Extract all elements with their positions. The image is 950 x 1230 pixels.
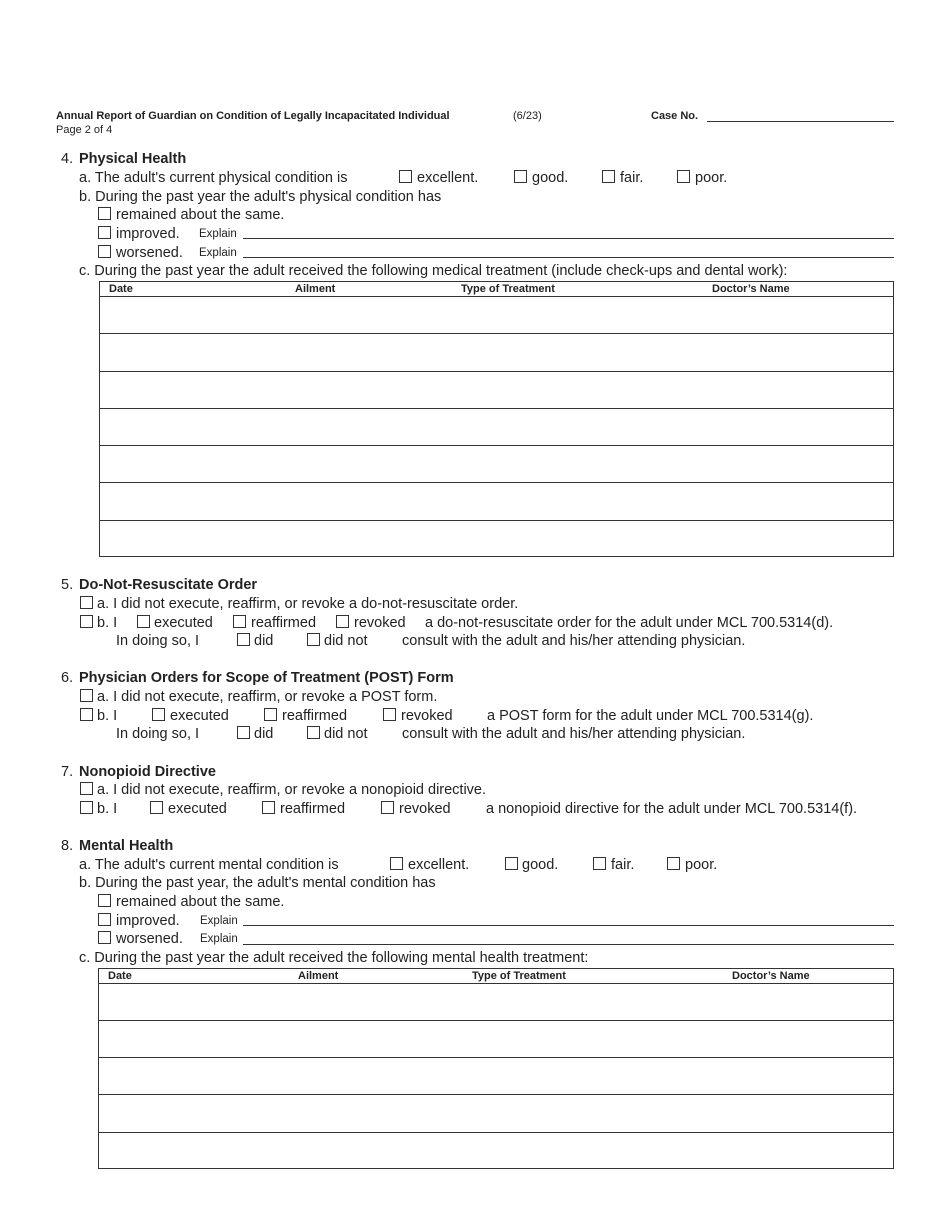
s6-title: Physician Orders for Scope of Treatment (POST) Form — [79, 670, 454, 686]
s8-worsened-explain-label: Explain — [200, 933, 238, 945]
s8-poor-checkbox[interactable] — [667, 857, 680, 870]
s8-worsened-explain-field[interactable] — [243, 944, 894, 945]
s6-a-text: a. I did not execute, reaffirm, or revoke a POST form. — [97, 689, 438, 705]
s4-number: 4. — [61, 151, 74, 167]
s5-revoked-label: revoked — [354, 615, 406, 631]
table-row[interactable] — [99, 1057, 893, 1058]
s7-executed-checkbox[interactable] — [150, 801, 163, 814]
s4-excellent-label: excellent. — [417, 170, 479, 186]
s7-reaffirmed-label: reaffirmed — [280, 801, 346, 817]
s7-revoked-checkbox[interactable] — [381, 801, 394, 814]
s5-revoked-checkbox[interactable] — [336, 615, 349, 628]
s8-fair-checkbox[interactable] — [593, 857, 606, 870]
s5-consult-text: consult with the adult and his/her attending physician. — [402, 633, 746, 649]
s6-executed-checkbox[interactable] — [152, 708, 165, 721]
s5-b-suffix: a do-not-resuscitate order for the adult under MCL 700.5314(d). — [425, 615, 834, 631]
s4-fair-checkbox[interactable] — [602, 170, 615, 183]
col-date: Date — [109, 283, 133, 295]
s4-improved-label: improved. — [116, 226, 180, 242]
s4-improved-explain-field[interactable] — [243, 238, 894, 239]
s4-worsened-explain-label: Explain — [199, 247, 237, 259]
form-title: Annual Report of Guardian on Condition of Legally Incapacitated Individual — [56, 110, 450, 122]
s6-b-checkbox[interactable] — [80, 708, 93, 721]
s5-doing-so: In doing so, I — [116, 633, 200, 649]
s7-reaffirmed-checkbox[interactable] — [262, 801, 275, 814]
col-date: Date — [108, 970, 132, 982]
s8-improved-label: improved. — [116, 913, 180, 929]
table-row[interactable] — [100, 482, 893, 483]
s8-worsened-checkbox[interactable] — [98, 931, 111, 944]
s5-b-prefix: b. I — [97, 615, 118, 631]
table-row[interactable] — [100, 296, 893, 297]
s8-improved-checkbox[interactable] — [98, 913, 111, 926]
s7-b-suffix: a nonopioid directive for the adult under MCL 700.5314(f). — [486, 801, 858, 817]
s4-c-text: c. During the past year the adult received the following medical treatment (include check-ups and dental work): — [79, 263, 788, 279]
table-row[interactable] — [99, 1020, 893, 1021]
s8-good-label: good. — [522, 857, 559, 873]
s4-treatment-table — [99, 281, 894, 557]
s4-a-text: a. The adult's current physical condition is — [79, 170, 348, 186]
s5-didnot-label: did not — [324, 633, 368, 649]
col-ailment: Ailment — [295, 283, 336, 295]
s6-didnot-checkbox[interactable] — [307, 726, 320, 739]
s6-did-checkbox[interactable] — [237, 726, 250, 739]
s6-didnot-label: did not — [324, 726, 368, 742]
s6-number: 6. — [61, 670, 74, 686]
col-doctor: Doctor’s Name — [732, 970, 810, 982]
s6-b-prefix: b. I — [97, 708, 118, 724]
table-row[interactable] — [100, 333, 893, 334]
s4-excellent-checkbox[interactable] — [399, 170, 412, 183]
s5-reaffirmed-checkbox[interactable] — [233, 615, 246, 628]
table-row[interactable] — [100, 408, 893, 409]
s4-improved-explain-label: Explain — [199, 228, 237, 240]
table-row[interactable] — [100, 371, 893, 372]
s6-reaffirmed-checkbox[interactable] — [264, 708, 277, 721]
s4-poor-label: poor. — [695, 170, 728, 186]
s4-good-checkbox[interactable] — [514, 170, 527, 183]
table-row[interactable] — [99, 1132, 893, 1133]
s7-a-text: a. I did not execute, reaffirm, or revoke a nonopioid directive. — [97, 782, 487, 798]
s8-same-label: remained about the same. — [116, 894, 285, 910]
s4-worsened-label: worsened. — [116, 245, 183, 261]
s4-worsened-checkbox[interactable] — [98, 245, 111, 258]
s6-revoked-checkbox[interactable] — [383, 708, 396, 721]
s8-worsened-label: worsened. — [116, 931, 183, 947]
case-no-label: Case No. — [651, 110, 699, 122]
col-treatment: Type of Treatment — [472, 970, 566, 982]
s8-title: Mental Health — [79, 838, 174, 854]
s7-title: Nonopioid Directive — [79, 764, 216, 780]
s6-reaffirmed-label: reaffirmed — [282, 708, 348, 724]
s7-number: 7. — [61, 764, 74, 780]
s4-fair-label: fair. — [620, 170, 644, 186]
case-no-field[interactable] — [707, 121, 894, 122]
page-number: Page 2 of 4 — [56, 124, 113, 136]
s8-fair-label: fair. — [611, 857, 635, 873]
s5-title: Do-Not-Resuscitate Order — [79, 577, 258, 593]
s8-number: 8. — [61, 838, 74, 854]
s4-b-text: b. During the past year the adult's physical condition has — [79, 189, 442, 205]
s6-b-suffix: a POST form for the adult under MCL 700.5314(g). — [487, 708, 814, 724]
s6-revoked-label: revoked — [401, 708, 453, 724]
s4-poor-checkbox[interactable] — [677, 170, 690, 183]
s8-improved-explain-field[interactable] — [243, 925, 894, 926]
s8-b-text: b. During the past year, the adult's mental condition has — [79, 875, 436, 891]
s5-executed-checkbox[interactable] — [137, 615, 150, 628]
s8-a-text: a. The adult's current mental condition is — [79, 857, 339, 873]
s4-same-label: remained about the same. — [116, 207, 285, 223]
col-doctor: Doctor’s Name — [712, 283, 790, 295]
s5-didnot-checkbox[interactable] — [307, 633, 320, 646]
table-row[interactable] — [99, 1094, 893, 1095]
s4-same-checkbox[interactable] — [98, 207, 111, 220]
s4-improved-checkbox[interactable] — [98, 226, 111, 239]
s6-a-checkbox[interactable] — [80, 689, 93, 702]
s5-a-text: a. I did not execute, reaffirm, or revoke a do-not-resuscitate order. — [97, 596, 519, 612]
table-row[interactable] — [100, 520, 893, 521]
s6-consult-text: consult with the adult and his/her attending physician. — [402, 726, 746, 742]
s4-worsened-explain-field[interactable] — [243, 257, 894, 258]
s5-a-checkbox[interactable] — [80, 596, 93, 609]
s5-reaffirmed-label: reaffirmed — [251, 615, 317, 631]
s6-executed-label: executed — [170, 708, 229, 724]
col-ailment: Ailment — [298, 970, 339, 982]
s5-number: 5. — [61, 577, 74, 593]
s5-did-label: did — [254, 633, 274, 649]
s4-good-label: good. — [532, 170, 569, 186]
s8-same-checkbox[interactable] — [98, 894, 111, 907]
s5-executed-label: executed — [154, 615, 213, 631]
s5-b-checkbox[interactable] — [80, 615, 93, 628]
table-row[interactable] — [99, 983, 893, 984]
s6-doing-so: In doing so, I — [116, 726, 200, 742]
col-treatment: Type of Treatment — [461, 283, 555, 295]
s8-poor-label: poor. — [685, 857, 718, 873]
s4-title: Physical Health — [79, 151, 187, 167]
s7-executed-label: executed — [168, 801, 227, 817]
s8-improved-explain-label: Explain — [200, 915, 238, 927]
s5-did-checkbox[interactable] — [237, 633, 250, 646]
s7-b-checkbox[interactable] — [80, 801, 93, 814]
s8-excellent-checkbox[interactable] — [390, 857, 403, 870]
s7-b-prefix: b. I — [97, 801, 118, 817]
s8-good-checkbox[interactable] — [505, 857, 518, 870]
s6-did-label: did — [254, 726, 274, 742]
s8-treatment-table — [98, 968, 894, 1169]
form-revision: (6/23) — [513, 110, 542, 122]
s8-excellent-label: excellent. — [408, 857, 470, 873]
s7-revoked-label: revoked — [399, 801, 451, 817]
s7-a-checkbox[interactable] — [80, 782, 93, 795]
s8-c-text: c. During the past year the adult received the following mental health treatment: — [79, 950, 589, 966]
table-row[interactable] — [100, 445, 893, 446]
